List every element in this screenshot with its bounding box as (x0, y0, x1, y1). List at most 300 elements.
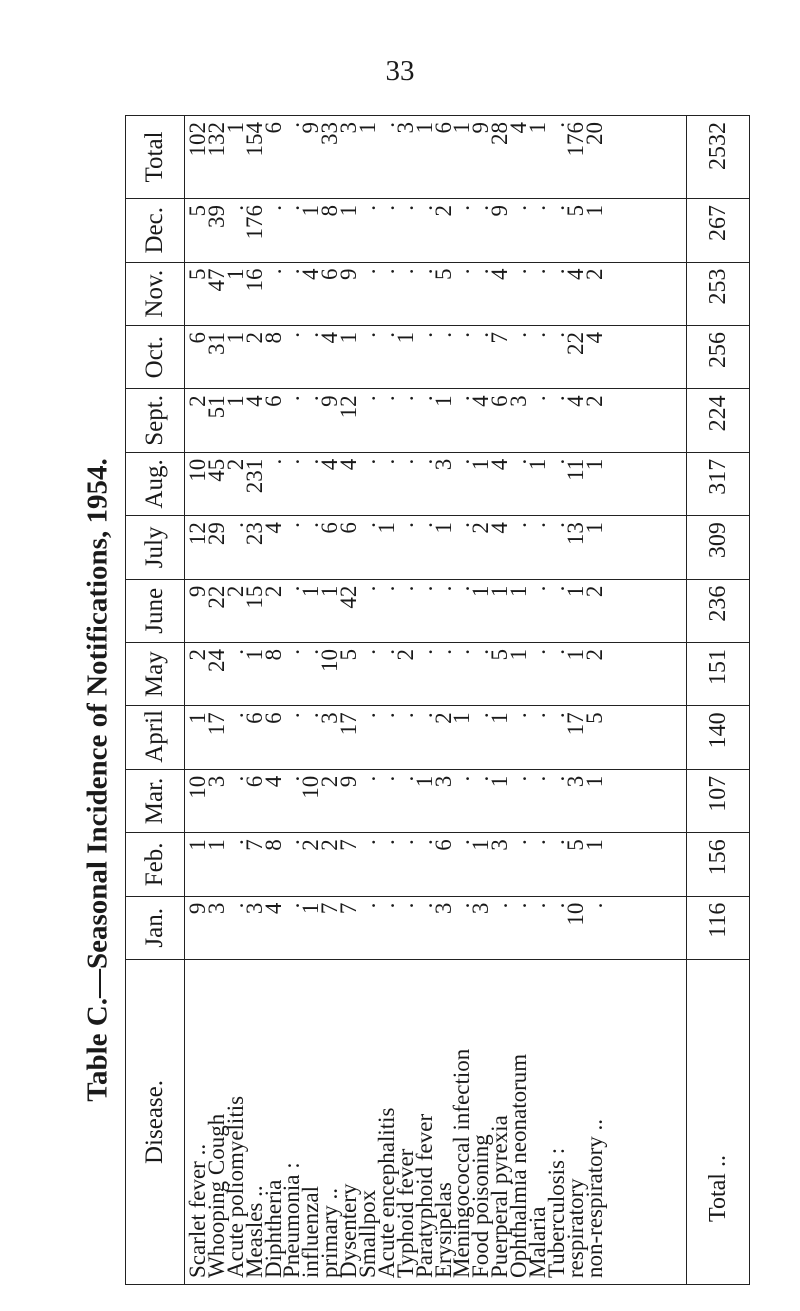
disease-name: Diphtheria (260, 1179, 286, 1278)
cell-value: . (279, 902, 305, 909)
rotated-table (125, 115, 750, 1285)
cell-value: . (279, 775, 305, 782)
cell-value: . (298, 522, 324, 528)
cell-value: 4 (317, 331, 343, 344)
disease-name: Malaria (525, 1206, 551, 1278)
row-total: . (279, 122, 305, 128)
cell-value: 2 (222, 585, 248, 598)
totals-label: Total .. (687, 960, 750, 1285)
cell-value: 4 (487, 522, 513, 534)
cell-value: 3 (317, 712, 343, 724)
cell-value: 1 (336, 331, 362, 344)
cell-value: 1 (506, 585, 532, 598)
cell-value: . (222, 839, 248, 845)
disease-name: Puerperal pyrexia (487, 1115, 513, 1278)
row-total: 6 (430, 122, 456, 134)
cell-value: 45 (203, 458, 229, 482)
row-total: . (543, 122, 569, 128)
cell-value: 5 (487, 648, 513, 661)
row-total: 1 (525, 122, 551, 134)
cell-value: . (373, 902, 399, 909)
cell-value: . (430, 648, 456, 655)
cell-value: . (373, 839, 399, 845)
header-nov: Nov. (126, 262, 185, 325)
cell-value: . (525, 775, 551, 782)
disease-name: non-respiratory .. (581, 1118, 607, 1278)
cell-value: . (430, 331, 456, 338)
cell-value: . (543, 902, 569, 909)
cell-value: . (449, 839, 475, 845)
cell-value: . (449, 268, 475, 275)
aug-column (185, 452, 687, 515)
cell-value: . (543, 775, 569, 782)
total-sept: 224 (687, 389, 750, 452)
cell-value: 1 (222, 395, 248, 407)
cell-value: . (449, 775, 475, 782)
total-april: 140 (687, 706, 750, 769)
cell-value: . (279, 395, 305, 402)
cell-value: . (222, 775, 248, 782)
cell-value: 6 (430, 839, 456, 851)
cell-value: 4 (487, 268, 513, 281)
cell-value: . (506, 839, 532, 845)
cell-value: 1 (487, 775, 513, 788)
cell-value: 2 (468, 522, 494, 534)
cell-value: 2 (241, 331, 267, 344)
cell-value: . (411, 522, 437, 528)
cell-value: 10 (298, 775, 324, 799)
row-total: 132 (203, 122, 229, 157)
cell-value: 4 (260, 902, 286, 915)
cell-value: . (373, 395, 399, 402)
cell-value: 29 (203, 522, 229, 546)
cell-value: . (543, 839, 569, 845)
row-total: 3 (336, 122, 362, 134)
cell-value: 6 (336, 522, 362, 534)
disease-name: Pneumonia : (279, 1162, 305, 1278)
cell-value: . (392, 902, 418, 909)
cell-value: 2 (581, 585, 607, 598)
totals-row (687, 116, 750, 1285)
cell-value: . (222, 648, 248, 655)
cell-value: 1 (468, 458, 494, 471)
cell-value: . (468, 648, 494, 655)
mar-column (185, 769, 687, 832)
header-row (126, 116, 185, 1285)
cell-value: 9 (336, 775, 362, 788)
disease-column (185, 960, 687, 1285)
row-total: 28 (487, 122, 513, 145)
cell-value: . (411, 902, 437, 909)
disease-list (185, 966, 607, 1278)
table-body-row (185, 116, 687, 1285)
cell-value: 12 (336, 395, 362, 419)
cell-value: 7 (241, 839, 267, 851)
row-total: 1 (449, 122, 475, 134)
cell-value: . (543, 585, 569, 592)
cell-value: . (525, 205, 551, 211)
cell-value: 4 (260, 522, 286, 534)
feb-column (185, 833, 687, 896)
cell-value: . (373, 712, 399, 719)
cell-value: 24 (203, 648, 229, 672)
cell-value: 6 (241, 712, 267, 724)
total-jan: 116 (687, 896, 750, 959)
cell-value: . (468, 712, 494, 719)
row-total: 176 (562, 122, 588, 157)
cell-value: . (222, 522, 248, 528)
cell-value: . (355, 712, 381, 719)
cell-value: . (449, 205, 475, 211)
cell-value: . (355, 268, 381, 275)
cell-value: . (525, 395, 551, 402)
cell-value: 2 (185, 395, 210, 407)
cell-value: . (298, 458, 324, 465)
cell-value: . (411, 839, 437, 845)
cell-value: . (525, 648, 551, 655)
cell-value: . (430, 585, 456, 592)
cell-value: 2 (581, 648, 607, 661)
cell-value: 1 (449, 712, 475, 724)
cell-value: 1 (298, 205, 324, 217)
disease-name: Measles .. (241, 1185, 267, 1278)
cell-value: . (411, 712, 437, 719)
cell-value: 9 (185, 902, 210, 915)
disease-name: primary .. (317, 1187, 343, 1278)
cell-value: . (506, 458, 532, 465)
cell-value: . (506, 712, 532, 719)
cell-value: 9 (185, 585, 210, 598)
row-total: 1 (411, 122, 437, 134)
header-jan: Jan. (126, 896, 185, 959)
may-column (185, 642, 687, 705)
disease-name: influenzal (298, 1186, 324, 1278)
cell-value: . (355, 775, 381, 782)
cell-value: . (392, 775, 418, 782)
jan-column (185, 896, 687, 959)
nov-column (185, 262, 687, 325)
total-mar: 107 (687, 769, 750, 832)
cell-value: 15 (241, 585, 267, 609)
total-oct: 256 (687, 325, 750, 388)
cell-value: . (298, 331, 324, 338)
cell-value: . (279, 458, 305, 465)
cell-value: 4 (260, 775, 286, 788)
cell-value: . (298, 648, 324, 655)
cell-value: . (411, 585, 437, 592)
disease-name: Typhoid fever (392, 1148, 418, 1278)
row-total: 154 (241, 122, 267, 157)
cell-value: 1 (581, 205, 607, 217)
cell-value: 39 (203, 205, 229, 228)
disease-name: Tuberculosis : (543, 1147, 569, 1278)
cell-value: 5 (581, 712, 607, 724)
row-total: . (373, 122, 399, 128)
cell-value: . (355, 205, 381, 211)
cell-value: . (373, 585, 399, 592)
cell-value: . (543, 712, 569, 719)
cell-value: . (298, 712, 324, 719)
total-may: 151 (687, 642, 750, 705)
cell-value: . (279, 268, 305, 275)
cell-value: 1 (581, 839, 607, 851)
cell-value: 1 (430, 522, 456, 534)
cell-value: 1 (203, 839, 229, 851)
cell-value: 3 (203, 902, 229, 915)
header-total: Total (126, 116, 185, 199)
disease-name: Smallpox (355, 1189, 381, 1278)
cell-value: 8 (260, 331, 286, 344)
cell-value: . (506, 902, 532, 909)
cell-value: . (543, 395, 569, 402)
cell-value: 1 (185, 712, 210, 724)
header-july: July (126, 516, 185, 579)
cell-value: 2 (317, 839, 343, 851)
cell-value: 22 (562, 331, 588, 355)
cell-value: 231 (241, 458, 267, 494)
cell-value: . (411, 648, 437, 655)
cell-value: 3 (562, 775, 588, 788)
cell-value: . (411, 205, 437, 211)
row-total: 9 (298, 122, 324, 134)
cell-value: 9 (336, 268, 362, 281)
cell-value: 51 (203, 395, 229, 419)
row-total: 20 (581, 122, 607, 145)
cell-value: . (525, 585, 551, 592)
total-dec: 267 (687, 199, 750, 263)
oct-column (185, 325, 687, 388)
cell-value: . (222, 205, 248, 211)
header-sept: Sept. (126, 389, 185, 452)
cell-value: . (373, 205, 399, 211)
cell-value: . (279, 522, 305, 528)
cell-value: 3 (468, 902, 494, 915)
cell-value: . (411, 268, 437, 275)
cell-value: . (355, 331, 381, 338)
cell-value: 1 (317, 585, 343, 598)
cell-value: 1 (562, 585, 588, 598)
cell-value: 4 (468, 395, 494, 407)
cell-value: . (543, 458, 569, 465)
table-title: Table C.—Seasonal Incidence of Notifications, 1954. (81, 458, 114, 1102)
cell-value: . (468, 268, 494, 275)
cell-value: . (392, 205, 418, 211)
disease-name: Acute encephalitis (373, 1107, 399, 1278)
cell-value: 17 (203, 712, 229, 736)
cell-value: . (581, 902, 607, 909)
cell-value: . (355, 902, 381, 909)
cell-value: . (260, 205, 286, 211)
cell-value: 8 (260, 839, 286, 851)
row-total: 4 (506, 122, 532, 134)
cell-value: 42 (336, 585, 362, 609)
cell-value: 4 (241, 395, 267, 407)
cell-value: . (392, 712, 418, 719)
cell-value: . (449, 458, 475, 465)
row-total: 102 (185, 122, 210, 157)
cell-value: 1 (222, 331, 248, 344)
cell-value: . (449, 331, 475, 338)
cell-value: . (449, 522, 475, 528)
incidence-table (125, 115, 750, 1285)
cell-value: 9 (317, 395, 343, 407)
cell-value: . (392, 395, 418, 402)
cell-value: 1 (506, 648, 532, 661)
cell-value: 31 (203, 331, 229, 355)
header-feb: Feb. (126, 833, 185, 896)
cell-value: 10 (562, 902, 588, 926)
cell-value: 3 (430, 458, 456, 471)
cell-value: 1 (241, 648, 267, 661)
cell-value: 1 (581, 458, 607, 471)
cell-value: . (506, 522, 532, 528)
cell-value: . (260, 268, 286, 275)
cell-value: 6 (317, 268, 343, 281)
disease-name: Dysentery (336, 1183, 362, 1278)
cell-value: . (543, 268, 569, 275)
cell-value: 2 (298, 839, 324, 851)
cell-value: . (506, 205, 532, 211)
cell-value: . (525, 712, 551, 719)
cell-value: . (543, 648, 569, 655)
grand-total: 2532 (687, 116, 750, 199)
disease-name: Ophthalmia neonatorum (506, 1053, 532, 1278)
cell-value: . (373, 648, 399, 655)
cell-value: 4 (562, 268, 588, 281)
cell-value: . (525, 902, 551, 909)
cell-value: . (411, 458, 437, 465)
header-aug: Aug. (126, 452, 185, 515)
cell-value: 6 (487, 395, 513, 407)
july-column (185, 516, 687, 579)
cell-value: . (392, 458, 418, 465)
cell-value: . (543, 522, 569, 528)
cell-value: . (355, 839, 381, 845)
cell-value: 1 (336, 205, 362, 217)
cell-value: . (543, 205, 569, 211)
cell-value: . (392, 268, 418, 275)
cell-value: 13 (562, 522, 588, 546)
cell-value: . (411, 331, 437, 338)
cell-value: 4 (581, 331, 607, 344)
cell-value: . (373, 331, 399, 338)
table-wrapper (125, 115, 750, 1285)
cell-value: . (279, 648, 305, 655)
cell-value: 6 (260, 712, 286, 724)
disease-name: Scarlet fever .. (185, 1143, 210, 1278)
cell-value: 4 (298, 268, 324, 281)
cell-value: 1 (468, 839, 494, 851)
cell-value: . (468, 331, 494, 338)
row-total: 6 (260, 122, 286, 134)
cell-value: 7 (336, 839, 362, 851)
disease-name: respiratory (562, 1178, 588, 1278)
cell-value: 2 (317, 775, 343, 788)
row-total: 33 (317, 122, 343, 145)
cell-value: 1 (468, 585, 494, 598)
cell-value: 1 (373, 522, 399, 534)
cell-value: 3 (203, 775, 229, 788)
april-column (185, 706, 687, 769)
cell-value: 16 (241, 268, 267, 292)
header-april: April (126, 706, 185, 769)
cell-value: 3 (241, 902, 267, 915)
cell-value: 6 (317, 522, 343, 534)
cell-value: . (279, 712, 305, 719)
cell-value: . (279, 585, 305, 592)
cell-value: 5 (562, 839, 588, 851)
cell-value: 2 (430, 205, 456, 217)
cell-value: 47 (203, 268, 229, 292)
cell-value: 4 (562, 395, 588, 407)
cell-value: 2 (185, 648, 210, 661)
cell-value: 7 (336, 902, 362, 915)
cell-value: 4 (336, 458, 362, 471)
row-total: 3 (392, 122, 418, 134)
disease-name: Food poisoning (468, 1134, 494, 1278)
cell-value: 1 (298, 585, 324, 598)
cell-value: 176 (241, 205, 267, 240)
cell-value: 10 (317, 648, 343, 672)
total-nov: 253 (687, 262, 750, 325)
cell-value: 1 (562, 648, 588, 661)
disease-name: Meningococcal infection (449, 1048, 475, 1278)
cell-value: 1 (430, 395, 456, 407)
cell-value: . (355, 395, 381, 402)
cell-value: . (449, 902, 475, 909)
cell-value: 6 (260, 395, 286, 407)
cell-value: . (260, 458, 286, 465)
cell-value: . (525, 839, 551, 845)
cell-value: 1 (392, 331, 418, 344)
cell-value: . (449, 585, 475, 592)
cell-value: 22 (203, 585, 229, 609)
cell-value: . (279, 839, 305, 845)
cell-value: . (373, 775, 399, 782)
header-mar: Mar. (126, 769, 185, 832)
cell-value: 5 (185, 268, 210, 281)
dec-column (185, 199, 687, 263)
cell-value: . (468, 775, 494, 782)
cell-value: 1 (298, 902, 324, 915)
total-june: 236 (687, 579, 750, 642)
total-feb: 156 (687, 833, 750, 896)
june-column (185, 579, 687, 642)
cell-value: . (543, 331, 569, 338)
cell-value: 2 (581, 268, 607, 281)
cell-value: 17 (336, 712, 362, 736)
cell-value: 9 (487, 205, 513, 217)
cell-value: 2 (222, 458, 248, 471)
disease-name: Paratyphoid fever (411, 1113, 437, 1278)
cell-value: 7 (317, 902, 343, 915)
cell-value: 1 (581, 522, 607, 534)
cell-value: 2 (260, 585, 286, 598)
cell-value: 10 (185, 775, 210, 799)
cell-value: 1 (487, 712, 513, 724)
cell-value: . (279, 205, 305, 211)
cell-value: 4 (317, 458, 343, 471)
cell-value: . (525, 331, 551, 338)
cell-value: 1 (581, 775, 607, 788)
cell-value: 10 (185, 458, 210, 482)
cell-value: . (222, 712, 248, 719)
total-aug: 317 (687, 452, 750, 515)
cell-value: . (525, 522, 551, 528)
cell-value: 8 (317, 205, 343, 217)
cell-value: 3 (506, 395, 532, 407)
cell-value: 1 (222, 268, 248, 281)
